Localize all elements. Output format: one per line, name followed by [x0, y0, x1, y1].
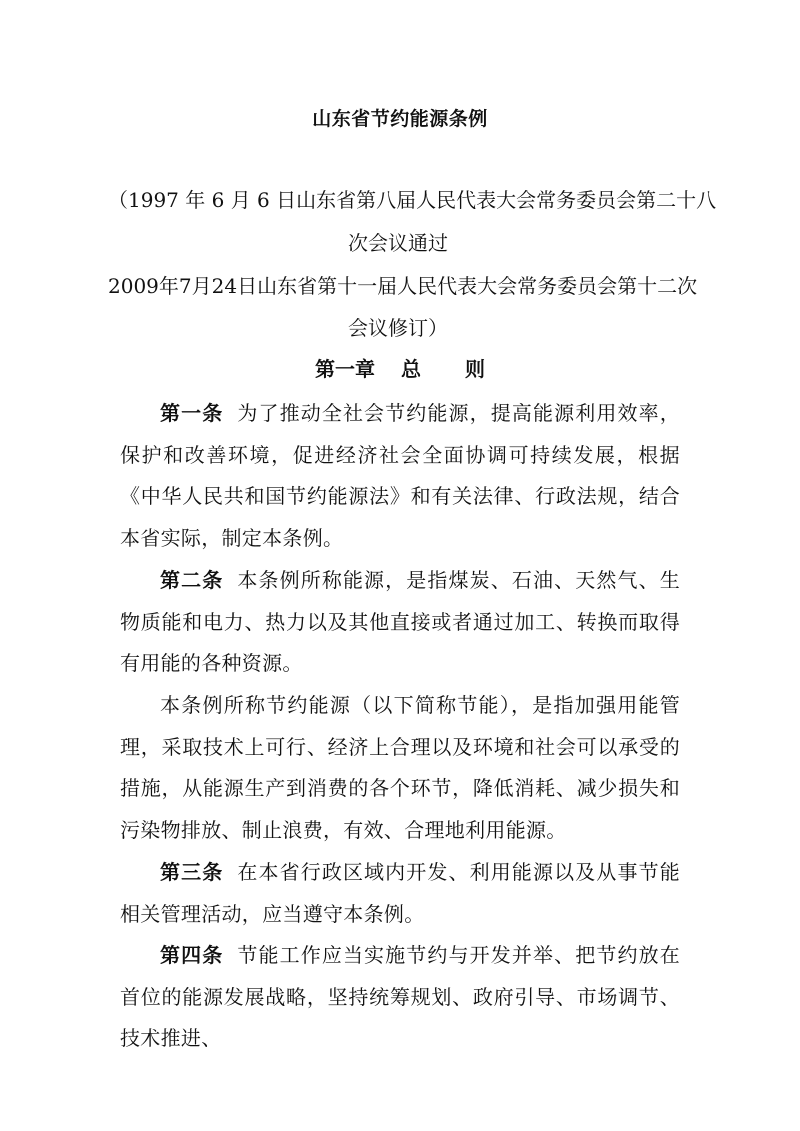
article-4-label: 第四条 [160, 943, 224, 967]
article-2-text: 本条例所称能源，是指煤炭、石油、天然气、生物质能和电力、热力以及其他直接或者通过加工、转换而取得有用能的各种资源。 [120, 568, 680, 675]
article-3-text: 在本省行政区域内开发、利用能源以及从事节能相关管理活动，应当遵守本条例。 [120, 860, 680, 926]
article-1-label: 第一条 [160, 401, 224, 425]
article-3-label: 第三条 [160, 860, 224, 884]
article-2-label: 第二条 [160, 568, 224, 592]
article-2-paragraph-2 [120, 685, 680, 851]
article-1-text: 为了推动全社会节约能源，提高能源利用效率，保护和改善环境，促进经济社会全面协调可持续发展，根据《中华人民共和国节约能源法》和有关法律、行政法规，结合本省实际，制定本条例。 [120, 401, 680, 550]
article-1 [120, 393, 680, 559]
chapter-title-part-2: 则 [465, 357, 485, 381]
article-4-text: 节能工作应当实施节约与开发并举、把节约放在首位的能源发展战略，坚持统筹规划、政府引导、市场调节、技术推进、 [120, 943, 680, 1050]
adoption-note-line-2: 次会议通过 [348, 231, 448, 255]
chapter-title-part-1: 总 [401, 357, 421, 381]
article-2-paragraph-2-text: 本条例所称节约能源（以下简称节能），是指加强用能管理，采取技术上可行、经济上合理以及环境和社会可以承受的措施，从能源生产到消费的各个环节，降低消耗、减少损失和污染物排放、制止浪费，有效、合理地利用能源。 [120, 693, 680, 842]
document-title: 山东省节约能源条例 [312, 108, 488, 130]
chapter-heading [0, 354, 800, 384]
article-3 [120, 852, 680, 935]
adoption-note-line-4: 会议修订） [348, 316, 448, 340]
article-4 [120, 935, 680, 1060]
article-2 [120, 560, 680, 685]
adoption-note-line-1: （1997 年 6 月 6 日山东省第八届人民代表大会常务委员会第二十八 [108, 188, 717, 212]
chapter-number: 第一章 [315, 357, 375, 381]
adoption-note-line-3: 2009年7月24日山东省第十一届人民代表大会常务委员会第十二次 [108, 274, 698, 298]
